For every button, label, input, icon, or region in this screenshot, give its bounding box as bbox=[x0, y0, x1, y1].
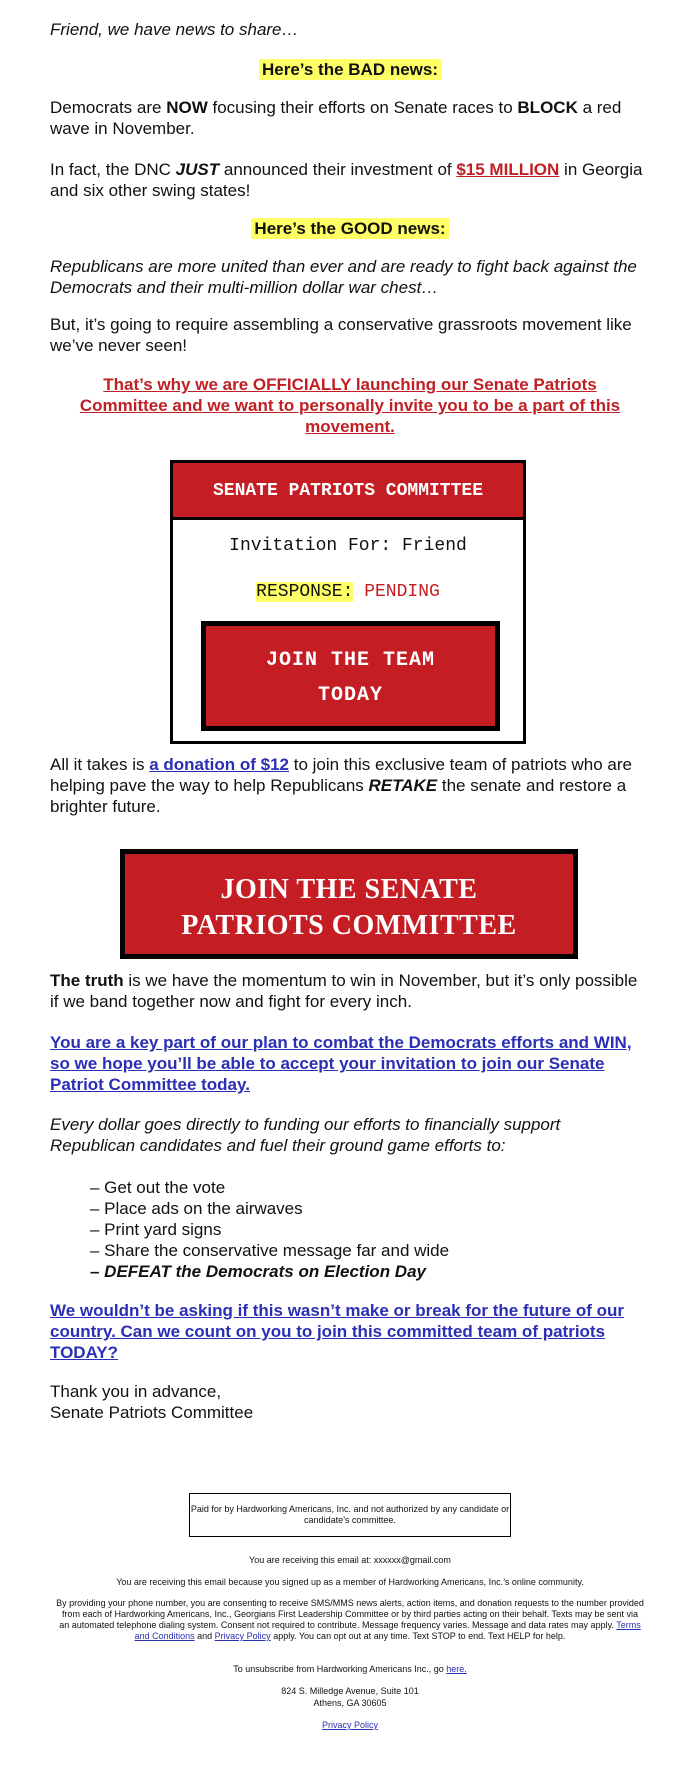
signoff-thanks: Thank you in advance, bbox=[50, 1382, 222, 1401]
bad-news-heading bbox=[50, 59, 650, 80]
receiving-label: You are receiving this email at: bbox=[249, 1555, 374, 1565]
paragraph-republicans-united: Republicans are more united than ever and are ready to fight back against the Democrats and their multi-million dollar war chest… bbox=[50, 257, 637, 297]
privacy-policy-wrap bbox=[0, 1720, 700, 1731]
receiving-email-line bbox=[0, 1555, 700, 1566]
unsubscribe-line bbox=[0, 1664, 700, 1675]
sms-and: and bbox=[194, 1631, 215, 1641]
response-line bbox=[173, 582, 523, 602]
p1-mid: focusing their efforts on Senate races to bbox=[207, 98, 518, 117]
signup-reason: You are receiving this email because you signed up as a member of Hardworking Americans, Inc.’s online community. bbox=[116, 1577, 584, 1587]
sms-pre: By providing your phone number, you are consenting to receive SMS/MMS news alerts, action items, and donation requests to the number provided from each of Hardworking Americans, Inc., Georgians First Leadership Committee or by third parties acting on their behalf. Texts may be sent via an automated telephone dialing system. Consent not required to contribute. Message frequency varies. Message and data rates may apply. bbox=[56, 1598, 644, 1630]
receiving-email: xxxxxx@gmail.com bbox=[373, 1555, 451, 1565]
paragraph-truth bbox=[50, 970, 650, 1012]
launch-committee-link[interactable]: That’s why we are OFFICIALLY launching our Senate Patriots Committee and we want to personally invite you to be a part of this movement. bbox=[79, 375, 621, 436]
p5-mid: to join this exclusive team of patriots who are helping pave the way to help Republicans bbox=[50, 755, 632, 795]
p1-block: BLOCK bbox=[517, 98, 578, 117]
join-team-line2: TODAY bbox=[317, 684, 383, 707]
fifteen-million-link[interactable]: $15 MILLION bbox=[456, 160, 560, 179]
terms-link[interactable]: Terms and Conditions bbox=[134, 1620, 641, 1641]
good-news-heading bbox=[50, 218, 650, 239]
key-part-link[interactable]: You are a key part of our plan to combat the Democrats efforts and WIN, so we hope you’ll be able to accept your invitation to join our Senate Patriot Committee today. bbox=[50, 1033, 632, 1094]
action-list bbox=[90, 1177, 449, 1282]
invitation-card bbox=[170, 460, 526, 744]
list-item: – Share the conservative message far and wide bbox=[90, 1241, 450, 1260]
p2-mid: announced their investment of bbox=[219, 160, 457, 179]
join-team-line1: JOIN THE TEAM bbox=[265, 649, 436, 672]
signoff-committee: Senate Patriots Committee bbox=[50, 1403, 254, 1422]
p2-pre: In fact, the DNC bbox=[50, 160, 176, 179]
response-status: PENDING bbox=[364, 582, 440, 602]
paragraph-every-dollar: Every dollar goes directly to funding our efforts to financially support Republican candidates and fuel their ground game efforts to: bbox=[50, 1115, 561, 1155]
paragraph-democrats-now bbox=[50, 97, 650, 139]
invitation-line bbox=[173, 536, 523, 556]
p5-post: the senate and restore a brighter future. bbox=[50, 776, 627, 816]
key-part-link-wrap bbox=[50, 1032, 650, 1095]
privacy-policy-link[interactable]: Privacy Policy bbox=[321, 1720, 378, 1730]
invitation-label: Invitation For: bbox=[229, 536, 402, 556]
list-item: – Get out the vote bbox=[90, 1178, 226, 1197]
unsubscribe-text: To unsubscribe from Hardworking Americans Inc., go bbox=[233, 1664, 447, 1674]
unsubscribe-link[interactable]: here. bbox=[446, 1664, 467, 1674]
join-team-button[interactable] bbox=[201, 621, 500, 731]
launch-committee-link-wrap bbox=[60, 374, 640, 437]
p5-retake: RETAKE bbox=[368, 776, 438, 795]
list-item: – Place ads on the airwaves bbox=[90, 1199, 303, 1218]
join-senate-line1: JOIN THE SENATE bbox=[220, 874, 478, 905]
ask-link-wrap bbox=[50, 1300, 650, 1363]
p1-now: NOW bbox=[166, 98, 208, 117]
join-senate-line2: PATRIOTS COMMITTEE bbox=[181, 910, 517, 941]
p1-pre: Democrats are bbox=[50, 98, 167, 117]
paragraph-grassroots: But, it’s going to require assembling a conservative grassroots movement like we’ve never seen! bbox=[50, 315, 632, 355]
response-label: RESPONSE: bbox=[256, 582, 354, 602]
card-title: SENATE PATRIOTS COMMITTEE bbox=[173, 463, 523, 520]
list-item-defeat: – DEFEAT the Democrats on Election Day bbox=[90, 1262, 426, 1281]
paragraph-dnc-investment bbox=[50, 159, 650, 201]
sms-post: apply. You can opt out at any time. Text STOP to end. Text HELP for help. bbox=[270, 1631, 566, 1641]
join-senate-committee-button[interactable] bbox=[120, 849, 578, 959]
paid-for-disclaimer: Paid for by Hardworking Americans, Inc. and not authorized by any candidate or candidate’s committee. bbox=[189, 1493, 511, 1537]
donation-link[interactable]: a donation of $12 bbox=[149, 755, 289, 774]
good-news-highlight: Here’s the GOOD news: bbox=[251, 218, 448, 239]
bad-news-highlight: Here’s the BAD news: bbox=[259, 59, 441, 80]
privacy-link-inline[interactable]: Privacy Policy bbox=[214, 1631, 271, 1641]
paragraph-donation bbox=[50, 754, 650, 817]
p2-post: in Georgia and six other swing states! bbox=[50, 160, 643, 200]
invitation-name: Friend bbox=[402, 536, 467, 556]
p1-post: a red wave in November. bbox=[50, 98, 622, 138]
p5-pre: All it takes is bbox=[50, 755, 150, 774]
address-line1: 824 S. Milledge Avenue, Suite 101 bbox=[281, 1686, 419, 1696]
truth-bold: The truth bbox=[50, 971, 124, 990]
sms-consent bbox=[56, 1598, 644, 1642]
list-item: – Print yard signs bbox=[90, 1220, 222, 1239]
address-line2: Athens, GA 30605 bbox=[313, 1698, 387, 1708]
intro-text: Friend, we have news to share… bbox=[50, 20, 299, 39]
truth-rest: is we have the momentum to win in November, but it’s only possible if we band together now and fight for every inch. bbox=[50, 971, 638, 1011]
ask-link[interactable]: We wouldn’t be asking if this wasn’t make or break for the future of our country. Can we count on you to join this committed team of patriots TODAY? bbox=[50, 1301, 624, 1362]
p2-just: JUST bbox=[175, 160, 220, 179]
